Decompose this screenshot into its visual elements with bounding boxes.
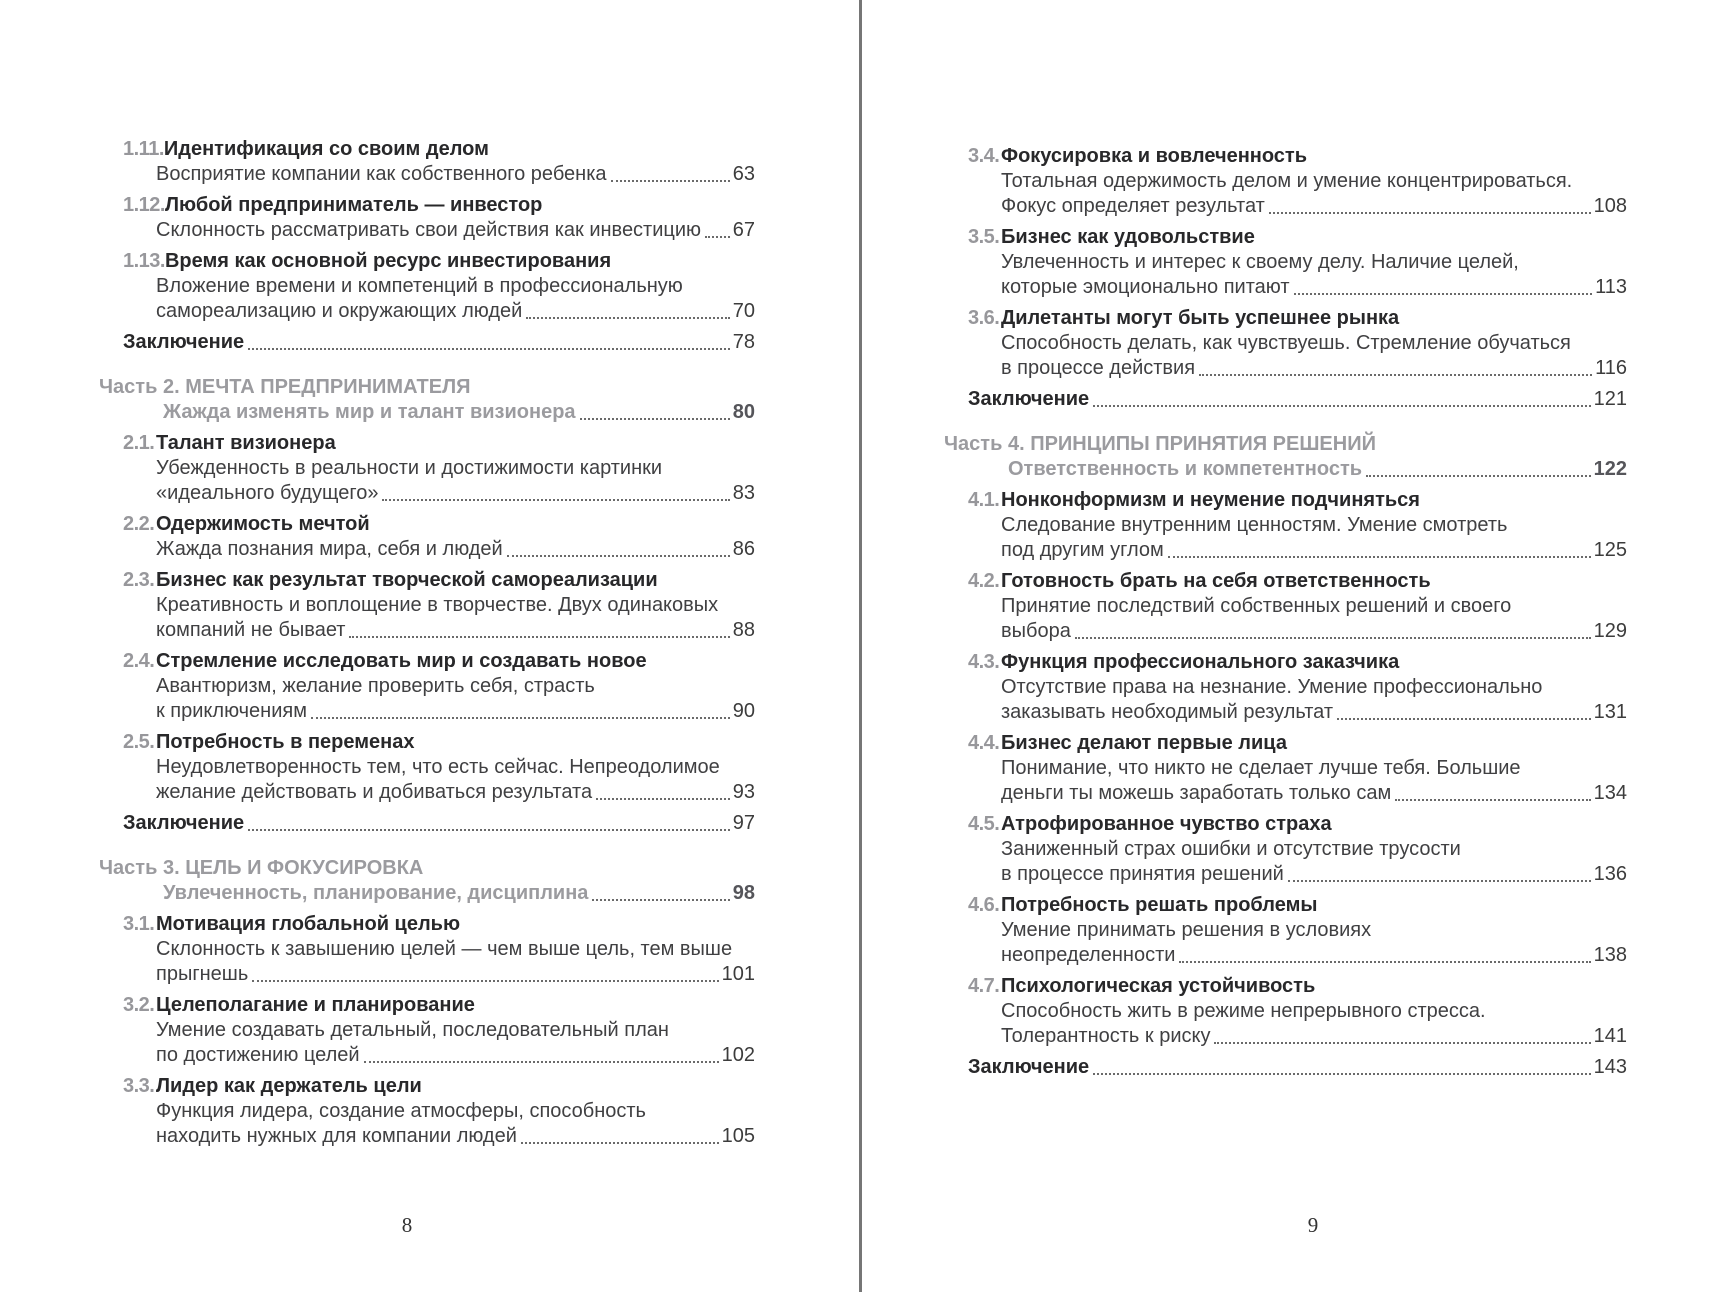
dot-leader	[1179, 961, 1590, 963]
toc-entry	[99, 512, 755, 562]
section-title-line	[968, 650, 1627, 675]
section-title-line	[123, 912, 755, 937]
section-title-line	[123, 249, 755, 274]
dot-leader	[592, 899, 729, 901]
toc-entry-title: Лидер как держатель цели	[156, 1075, 422, 1097]
desc-text: деньги ты можешь заработать только сам	[1001, 782, 1392, 804]
desc-line: Умение создавать детальный, последовательный план	[156, 1019, 669, 1041]
desc-line: Тотальная одержимость делом и умение концентрироваться.	[1001, 170, 1573, 192]
dot-leader	[1168, 556, 1591, 558]
toc-entry	[944, 387, 1627, 412]
section-title-line	[123, 649, 755, 674]
dot-leader	[507, 555, 730, 557]
desc-line: Принятие последствий собственных решений и своего	[1001, 595, 1512, 617]
section-title-line	[968, 225, 1627, 250]
section-title-line	[968, 812, 1627, 837]
section-title-line	[123, 512, 755, 537]
toc-entry	[99, 1074, 755, 1149]
section-description	[968, 331, 1627, 381]
toc-page-number: 125	[1593, 539, 1627, 561]
toc-entry-number: 4.7.	[968, 975, 1000, 997]
toc-entry-title: Функция профессионального заказчика	[1001, 651, 1400, 673]
toc-entry-title: Фокусировка и вовлеченность	[1001, 145, 1308, 167]
toc-entry-number: 2.3.	[123, 569, 155, 591]
section-description	[123, 218, 755, 243]
toc-entry	[944, 488, 1627, 563]
toc-entry-number: 3.6.	[968, 307, 1000, 329]
section-description	[123, 1018, 755, 1068]
section-title-line	[968, 731, 1627, 756]
desc-line: Умение принимать решения в условиях	[1001, 919, 1372, 941]
dot-leader	[1214, 1042, 1590, 1044]
toc-entry-title: Готовность брать на себя ответственность	[1001, 570, 1431, 592]
section-title-line	[968, 144, 1627, 169]
part-label: Часть 2.	[99, 376, 180, 398]
toc-entry	[944, 1055, 1627, 1080]
desc-line: Креативность и воплощение в творчестве. Двух одинаковых	[156, 594, 719, 616]
section-title-line	[123, 993, 755, 1018]
toc-entry-number: 2.5.	[123, 731, 155, 753]
section-description	[968, 756, 1627, 806]
desc-last-line	[156, 618, 755, 643]
toc-entry-title: Талант визионера	[156, 432, 336, 454]
toc-entry	[99, 193, 755, 243]
dot-leader	[611, 180, 730, 182]
desc-text: Восприятие компании как собственного ребенка	[156, 163, 607, 185]
conclusion-line	[123, 811, 755, 836]
desc-text: находить нужных для компании людей	[156, 1125, 517, 1147]
part-subtitle: Ответственность и компетентность	[1008, 458, 1363, 480]
toc-entry-title: Атрофированное чувство страха	[1001, 813, 1332, 835]
desc-line: Увлеченность и интерес к своему делу. Наличие целей,	[1001, 251, 1519, 273]
toc-entry	[99, 330, 755, 355]
part-title: ЦЕЛЬ И ФОКУСИРОВКА	[185, 857, 424, 879]
toc-page-number: 78	[732, 331, 755, 353]
desc-last-line	[1001, 275, 1627, 300]
desc-line: Понимание, что никто не сделает лучше тебя. Большие	[1001, 757, 1521, 779]
toc-entry-number: 2.4.	[123, 650, 155, 672]
section-title-line	[123, 193, 755, 218]
dot-leader	[364, 1061, 719, 1063]
desc-text: Фокус определяет результат	[1001, 195, 1265, 217]
dot-leader	[311, 717, 730, 719]
toc-page-number: 90	[732, 700, 755, 722]
toc-page-number: 80	[732, 401, 755, 423]
section-title-line	[968, 306, 1627, 331]
toc-page-number: 67	[732, 219, 755, 241]
section-title-line	[123, 137, 755, 162]
toc-entry	[944, 893, 1627, 968]
toc-entry-title: Любой предприниматель — инвестор	[164, 194, 543, 216]
section-description	[968, 513, 1627, 563]
toc-entry	[99, 856, 755, 906]
desc-line: Неудовлетворенность тем, что есть сейчас. Непреодолимое	[156, 756, 720, 778]
toc-page-number: 97	[732, 812, 755, 834]
toc-entry	[99, 730, 755, 805]
toc-entry	[99, 811, 755, 836]
section-description	[968, 169, 1627, 219]
section-description	[123, 1099, 755, 1149]
desc-last-line	[156, 481, 755, 506]
section-description	[968, 594, 1627, 644]
section-description	[123, 674, 755, 724]
dot-leader	[1269, 212, 1591, 214]
section-title-line	[123, 431, 755, 456]
desc-last-line	[1001, 781, 1627, 806]
toc-entry-title: Бизнес как результат творческой самореализации	[156, 569, 658, 591]
toc-entry-title: Одержимость мечтой	[156, 513, 370, 535]
desc-line: Способность жить в режиме непрерывного стресса.	[1001, 1000, 1486, 1022]
desc-text: Жажда познания мира, себя и людей	[156, 538, 503, 560]
toc-entry	[944, 731, 1627, 806]
desc-last-line	[156, 699, 755, 724]
toc-entry-number: 1.13.	[123, 250, 165, 272]
desc-last-line	[1001, 700, 1627, 725]
desc-line: Следование внутренним ценностям. Умение смотреть	[1001, 514, 1508, 536]
toc-entry-number: 2.2.	[123, 513, 155, 535]
desc-last-line	[1001, 194, 1627, 219]
section-description	[123, 274, 755, 324]
toc-entry	[944, 974, 1627, 1049]
section-description	[123, 755, 755, 805]
toc-page-number: 138	[1593, 944, 1627, 966]
section-title-line	[968, 893, 1627, 918]
desc-line: Убежденность в реальности и достижимости картинки	[156, 457, 663, 479]
page-right	[862, 0, 1722, 1292]
part-label: Часть 4.	[944, 433, 1025, 455]
desc-last-line	[1001, 1024, 1627, 1049]
dot-leader	[349, 636, 729, 638]
toc-entry-number: 3.3.	[123, 1075, 155, 1097]
section-description	[968, 999, 1627, 1049]
toc-entry-title: Стремление исследовать мир и создавать новое	[156, 650, 647, 672]
dot-leader	[1288, 880, 1591, 882]
toc-entry-title: Дилетанты могут быть успешнее рынка	[1001, 307, 1400, 329]
desc-text: «идеального будущего»	[156, 482, 379, 504]
toc-page-number: 116	[1595, 357, 1627, 379]
toc-page-number: 83	[732, 482, 755, 504]
desc-last-line	[156, 1043, 755, 1068]
toc-entry-title: Нонконформизм и неумение подчиняться	[1001, 489, 1420, 511]
toc-column-left	[99, 137, 755, 1155]
part-subtitle-line	[99, 400, 755, 425]
toc-page-number: 98	[732, 882, 755, 904]
section-description	[123, 937, 755, 987]
page-number-right: 9	[1307, 1213, 1319, 1237]
dot-leader	[521, 1142, 719, 1144]
desc-text: Толерантность к риску	[1001, 1025, 1211, 1047]
toc-entry	[99, 431, 755, 506]
section-description	[123, 456, 755, 506]
toc-entry-number: 3.4.	[968, 145, 1000, 167]
toc-entry-number: 3.1.	[123, 913, 155, 935]
desc-text: самореализацию и окружающих людей	[156, 300, 523, 322]
conclusion-label: Заключение	[123, 331, 245, 353]
section-title-line	[968, 569, 1627, 594]
toc-entry	[99, 568, 755, 643]
toc-page-number: 122	[1593, 458, 1627, 480]
toc-entry-number: 4.4.	[968, 732, 1000, 754]
dot-leader	[526, 317, 729, 319]
toc-page-number: 121	[1593, 388, 1627, 410]
dot-leader	[248, 348, 730, 350]
section-title-line	[968, 488, 1627, 513]
dot-leader	[1093, 405, 1590, 407]
desc-line: Заниженный страх ошибки и отсутствие трусости	[1001, 838, 1461, 860]
desc-last-line	[156, 780, 755, 805]
toc-page-number: 88	[732, 619, 755, 641]
desc-last-line	[156, 299, 755, 324]
desc-last-line	[1001, 943, 1627, 968]
toc-entry-number: 1.12.	[123, 194, 165, 216]
section-description	[968, 918, 1627, 968]
section-title-line	[123, 1074, 755, 1099]
dot-leader	[1294, 293, 1593, 295]
dot-leader	[705, 236, 730, 238]
desc-line: Функция лидера, создание атмосферы, способность	[156, 1100, 646, 1122]
dot-leader	[1199, 374, 1592, 376]
desc-last-line	[156, 962, 755, 987]
section-description	[968, 250, 1627, 300]
desc-text: по достижению целей	[156, 1044, 360, 1066]
desc-last-line	[1001, 356, 1627, 381]
toc-page-number: 105	[721, 1125, 755, 1147]
toc-entry-title: Целеполагание и планирование	[156, 994, 475, 1016]
toc-page-number: 63	[732, 163, 755, 185]
section-description	[123, 162, 755, 187]
part-title: ПРИНЦИПЫ ПРИНЯТИЯ РЕШЕНИЙ	[1030, 433, 1376, 455]
toc-entry-number: 4.6.	[968, 894, 1000, 916]
toc-page-number: 93	[732, 781, 755, 803]
toc-page-number: 143	[1593, 1056, 1627, 1078]
toc-entry	[99, 912, 755, 987]
conclusion-line	[968, 1055, 1627, 1080]
toc-entry-number: 4.2.	[968, 570, 1000, 592]
part-label: Часть 3.	[99, 857, 180, 879]
desc-line: Склонность к завышению целей — чем выше цель, тем выше	[156, 938, 733, 960]
part-subtitle-line	[944, 457, 1627, 482]
page-number-left: 8	[401, 1213, 413, 1237]
toc-page-number: 70	[732, 300, 755, 322]
toc-entry-title: Мотивация глобальной целью	[156, 913, 461, 935]
desc-text: в процессе действия	[1001, 357, 1196, 379]
desc-line: Способность делать, как чувствуешь. Стремление обучаться	[1001, 332, 1571, 354]
toc-entry-title: Бизнес делают первые лица	[1001, 732, 1287, 754]
toc-entry-title: Психологическая устойчивость	[1001, 975, 1316, 997]
dot-leader	[382, 499, 729, 501]
dot-leader	[596, 798, 730, 800]
toc-entry-number: 1.11.	[123, 138, 164, 160]
toc-page-number: 101	[721, 963, 755, 985]
toc-page-number: 102	[721, 1044, 755, 1066]
dot-leader	[1395, 799, 1590, 801]
desc-last-line	[1001, 538, 1627, 563]
dot-leader	[580, 418, 730, 420]
toc-entry	[944, 144, 1627, 219]
page-left	[0, 0, 859, 1292]
toc-page-number: 141	[1593, 1025, 1627, 1047]
toc-entry-number: 4.5.	[968, 813, 1000, 835]
toc-entry	[99, 649, 755, 724]
section-title-line	[123, 730, 755, 755]
section-description	[968, 837, 1627, 887]
desc-text: выбора	[1001, 620, 1071, 642]
toc-entry	[944, 812, 1627, 887]
part-heading	[944, 432, 1627, 457]
desc-text: заказывать необходимый результат	[1001, 701, 1334, 723]
part-heading	[99, 375, 755, 400]
desc-text: которые эмоционально питают	[1001, 276, 1290, 298]
toc-entry-title: Время как основной ресурс инвестирования	[164, 250, 612, 272]
desc-text: под другим углом	[1001, 539, 1164, 561]
dot-leader	[1366, 475, 1591, 477]
desc-text: прыгнешь	[156, 963, 249, 985]
toc-entry	[944, 432, 1627, 482]
part-title: МЕЧТА ПРЕДПРИНИМАТЕЛЯ	[185, 376, 471, 398]
toc-entry-number: 4.1.	[968, 489, 1000, 511]
desc-text: Склонность рассматривать свои действия как инвестицию	[156, 219, 702, 241]
section-description	[123, 593, 755, 643]
desc-line: Авантюризм, желание проверить себя, страсть	[156, 675, 595, 697]
toc-page-number: 136	[1593, 863, 1627, 885]
toc-page-number: 108	[1593, 195, 1627, 217]
toc-entry-number: 2.1.	[123, 432, 155, 454]
section-description	[123, 537, 755, 562]
section-title-line	[968, 974, 1627, 999]
desc-text: компаний не бывает	[156, 619, 346, 641]
toc-entry	[99, 249, 755, 324]
desc-last-line	[1001, 862, 1627, 887]
toc-entry	[944, 306, 1627, 381]
toc-entry	[944, 650, 1627, 725]
toc-entry-title: Потребность в переменах	[156, 731, 415, 753]
toc-column-right	[944, 144, 1627, 1086]
toc-entry-title: Бизнес как удовольствие	[1001, 226, 1255, 248]
toc-entry	[99, 993, 755, 1068]
desc-last-line	[156, 218, 755, 243]
part-subtitle: Увлеченность, планирование, дисциплина	[163, 882, 589, 904]
conclusion-line	[968, 387, 1627, 412]
toc-entry-number: 4.3.	[968, 651, 1000, 673]
desc-text: в процессе принятия решений	[1001, 863, 1284, 885]
desc-text: к приключениям	[156, 700, 307, 722]
part-subtitle-line	[99, 881, 755, 906]
desc-line: Вложение времени и компетенций в профессиональную	[156, 275, 683, 297]
conclusion-label: Заключение	[123, 812, 245, 834]
desc-text: желание действовать и добиваться результата	[156, 781, 593, 803]
conclusion-label: Заключение	[968, 1056, 1090, 1078]
section-description	[968, 675, 1627, 725]
desc-last-line	[156, 1124, 755, 1149]
desc-last-line	[156, 537, 755, 562]
toc-entry	[944, 569, 1627, 644]
toc-page-number: 113	[1595, 276, 1627, 298]
toc-entry-title: Идентификация со своим делом	[163, 138, 489, 160]
section-title-line	[123, 568, 755, 593]
dot-leader	[248, 829, 730, 831]
toc-entry-number: 3.5.	[968, 226, 1000, 248]
toc-entry	[99, 375, 755, 425]
dot-leader	[1093, 1073, 1590, 1075]
dot-leader	[252, 980, 718, 982]
desc-line: Отсутствие права на незнание. Умение профессионально	[1001, 676, 1543, 698]
toc-entry	[99, 137, 755, 187]
toc-entry-number: 3.2.	[123, 994, 155, 1016]
part-heading	[99, 856, 755, 881]
part-subtitle: Жажда изменять мир и талант визионера	[163, 401, 576, 423]
toc-page-number: 134	[1593, 782, 1627, 804]
toc-entry-title: Потребность решать проблемы	[1001, 894, 1318, 916]
dot-leader	[1337, 718, 1591, 720]
toc-entry	[944, 225, 1627, 300]
desc-text: неопределенности	[1001, 944, 1176, 966]
conclusion-label: Заключение	[968, 388, 1090, 410]
desc-last-line	[156, 162, 755, 187]
toc-page-number: 131	[1593, 701, 1627, 723]
toc-page-number: 129	[1593, 620, 1627, 642]
conclusion-line	[123, 330, 755, 355]
toc-page-number: 86	[732, 538, 755, 560]
desc-last-line	[1001, 619, 1627, 644]
dot-leader	[1075, 637, 1591, 639]
